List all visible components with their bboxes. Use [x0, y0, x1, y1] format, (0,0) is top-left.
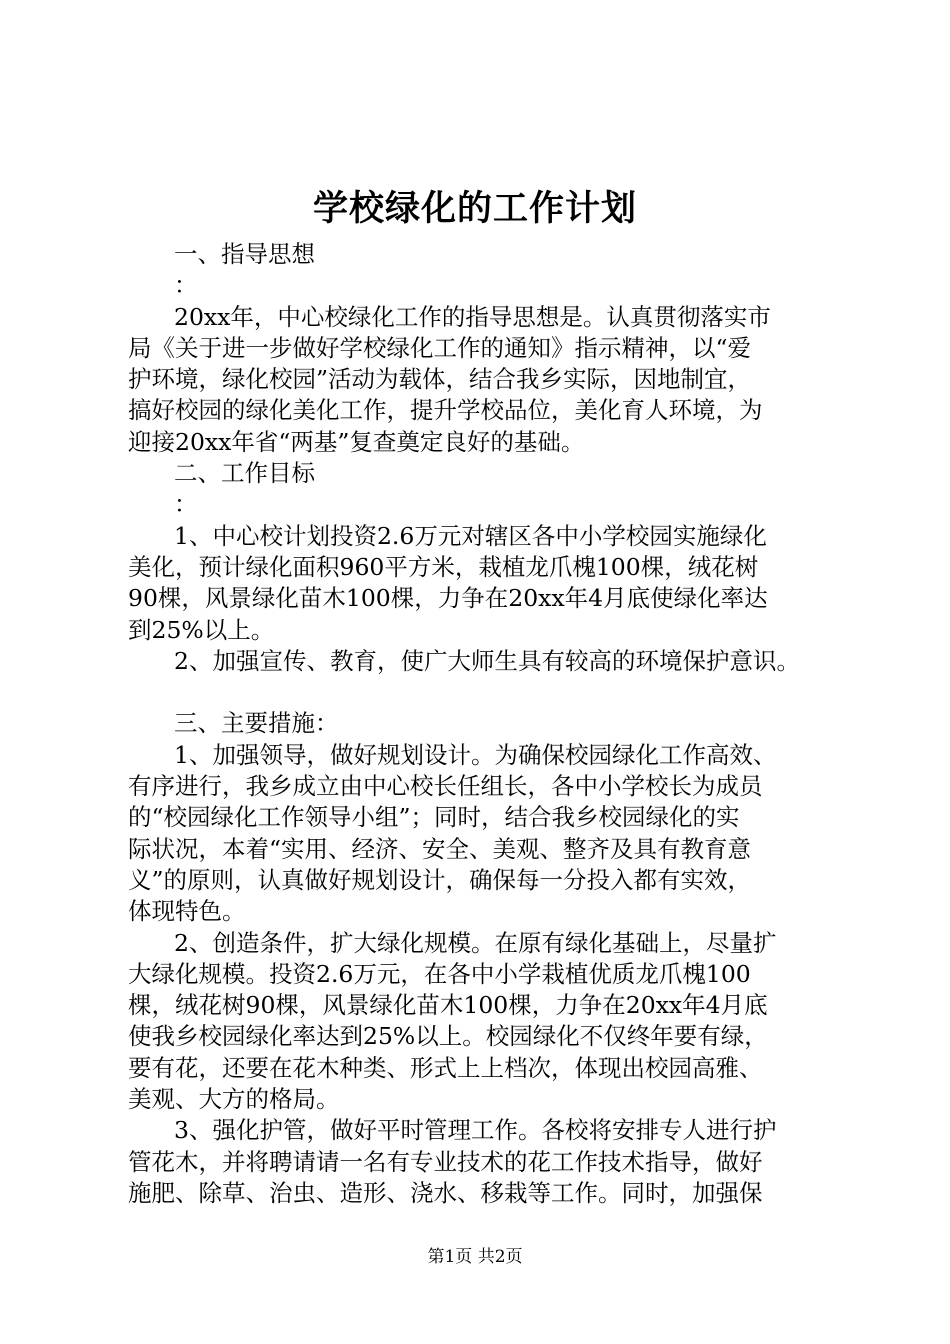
- paragraph-line: 1、中心校计划投资2.6万元对辖区各中小学校园实施绿化: [174, 521, 767, 550]
- paragraph-line: ：: [174, 271, 198, 300]
- paragraph-line: 到25%以上。: [128, 615, 275, 644]
- paragraph-line: 2、创造条件，扩大绿化规模。在原有绿化基础上，尽量扩: [174, 928, 777, 957]
- paragraph-line: 1、加强领导，做好规划设计。为确保校园绿化工作高效、: [174, 740, 777, 769]
- paragraph-line: ：: [174, 490, 198, 519]
- paragraph-line: 三、主要措施：: [174, 709, 339, 738]
- paragraph-line: 体现特色。: [128, 897, 246, 926]
- paragraph-line: 90棵，风景绿化苗木100棵，力争在20xx年4月底使绿化率达: [128, 584, 768, 613]
- paragraph-line: 迎接20xx年省“两基”复查奠定良好的基础。: [128, 427, 585, 456]
- paragraph-line: 护环境，绿化校园”活动为载体，结合我乡实际，因地制宜，: [128, 365, 752, 394]
- paragraph-line: 要有花，还要在花木种类、形式上上档次，体现出校园高雅、: [128, 1053, 763, 1082]
- paragraph-line: 美化，预计绿化面积960平方米，栽植龙爪槐100棵，绒花树: [128, 552, 759, 581]
- document-body: [128, 208, 828, 1209]
- paragraph-line: 有序进行，我乡成立由中心校长任组长，各中小学校长为成员: [128, 772, 763, 801]
- paragraph-line: 3、强化护管，做好平时管理工作。各校将安排专人进行护: [174, 1116, 777, 1145]
- title-spacer: [128, 208, 828, 239]
- paragraph-line: 施肥、除草、治虫、造形、浇水、移栽等工作。同时，加强保: [128, 1178, 763, 1207]
- paragraph-line: 20xx年，中心校绿化工作的指导思想是。认真贯彻落实市: [174, 302, 771, 331]
- paragraph-line: 棵，绒花树90棵，风景绿化苗木100棵，力争在20xx年4月底: [128, 991, 768, 1020]
- paragraph-line: 一、指导思想: [174, 240, 315, 268]
- paragraph-line: 际状况，本着“实用、经济、安全、美观、整齐及具有教育意: [128, 834, 752, 863]
- paragraph-line: 义”的原则，认真做好规划设计，确保每一分投入都有实效，: [128, 865, 752, 894]
- paragraph-line: 使我乡校园绿化率达到25%以上。校园绿化不仅终年要有绿，: [128, 1022, 768, 1051]
- paragraph-line: 2、加强宣传、教育，使广大师生具有较高的环境保护意识。: [174, 646, 800, 675]
- page-footer: 第1页 共2页: [427, 1247, 523, 1267]
- paragraph-line: 搞好校园的绿化美化工作，提升学校品位，美化育人环境，为: [128, 396, 763, 425]
- blank-line: [128, 677, 828, 708]
- paragraph-line: 大绿化规模。投资2.6万元，在各中小学栽植优质龙爪槐100: [128, 959, 751, 988]
- page-title: 学校绿化的工作计划: [312, 188, 637, 229]
- paragraph-line: 二、工作目标: [174, 459, 315, 488]
- paragraph-line: 美观、大方的格局。: [128, 1085, 340, 1114]
- paragraph-line: 局《关于进一步做好学校绿化工作的通知》指示精神，以“爱: [128, 333, 752, 362]
- paragraph-line: 管花木，并将聘请请一名有专业技术的花工作技术指导，做好: [128, 1147, 763, 1176]
- paragraph-line: 的“校园绿化工作领导小组”；同时，结合我乡校园绿化的实: [128, 803, 740, 832]
